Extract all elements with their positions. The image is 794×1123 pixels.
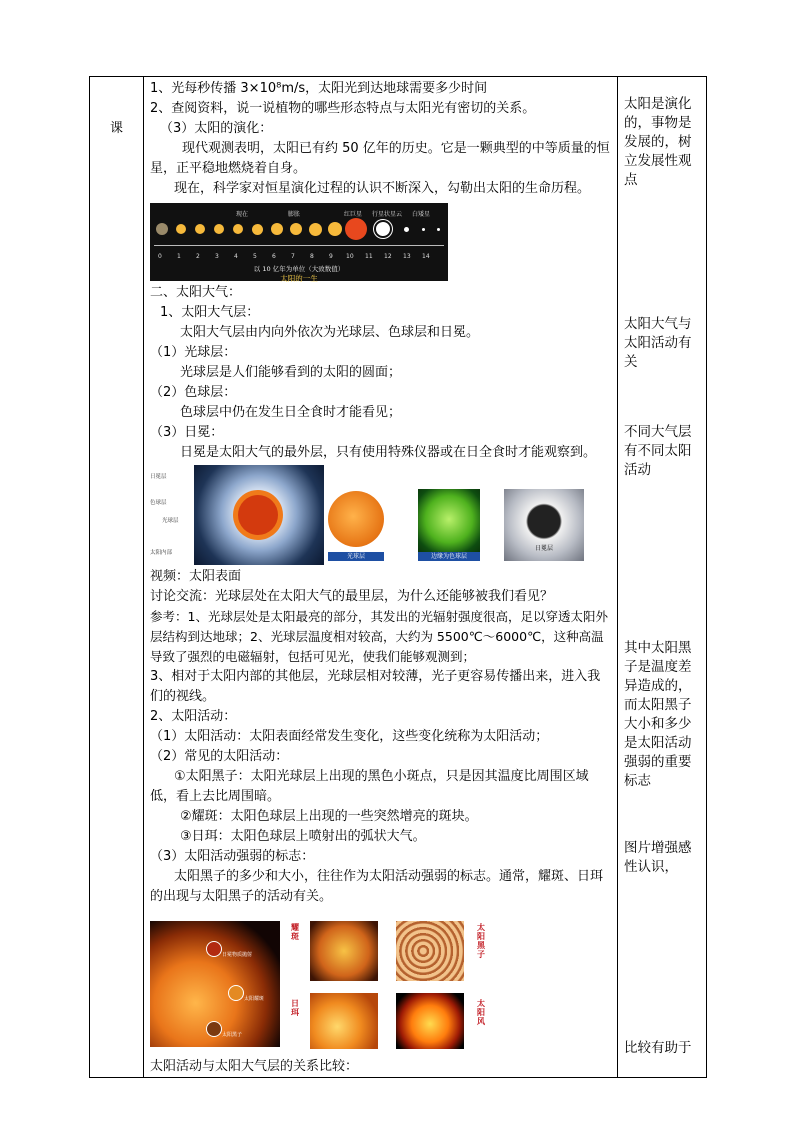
note-images: 图片增强感性认识， bbox=[624, 840, 692, 875]
sun-stage-icon bbox=[252, 224, 263, 235]
corona-caption: 日冕层 bbox=[534, 545, 553, 552]
activity-indicator-heading: （3）太阳活动强弱的标志： bbox=[150, 849, 315, 864]
sunspot-text: ①太阳黑子：太阳光球层上出现的黑色小斑点，只是因其温度比周围区域低，看上去比周围暗。 bbox=[150, 769, 589, 804]
sun-stage-icon bbox=[328, 222, 342, 236]
sun-stage-icon bbox=[195, 224, 205, 234]
solar-wind-vertical-label: 太阳风 bbox=[477, 999, 485, 1026]
sun-stage-icon bbox=[176, 224, 186, 234]
timeline-top-labels bbox=[150, 205, 448, 217]
video-line: 视频：太阳表面 bbox=[150, 569, 242, 584]
tick-label: 10 bbox=[346, 253, 354, 260]
timeline-caption-unit: 以 10 亿年为单位（大致数值） bbox=[253, 265, 345, 273]
sun-disk bbox=[328, 491, 384, 547]
label-corona-layer: 日冕层 bbox=[150, 474, 167, 480]
white-dwarf-icon bbox=[404, 227, 409, 232]
label-chromosphere-layer: 色球层 bbox=[150, 500, 167, 506]
nebula-icon bbox=[376, 222, 390, 236]
sun-stage-icon bbox=[214, 224, 224, 234]
tick-label: 8 bbox=[310, 253, 314, 260]
photosphere-heading: （1）光球层： bbox=[150, 345, 237, 360]
side-label: 课 bbox=[109, 121, 123, 136]
corona-heading: （3）日冕： bbox=[150, 425, 224, 440]
chromosphere-image bbox=[418, 489, 480, 561]
white-dwarf-icon bbox=[422, 228, 425, 231]
notes-cell bbox=[618, 77, 707, 1078]
atmosphere-sub-heading: 1、太阳大气层： bbox=[160, 305, 260, 320]
solar-wind-image bbox=[396, 993, 464, 1049]
sun-disk bbox=[238, 495, 278, 535]
label-photosphere-layer: 光球层 bbox=[162, 518, 179, 524]
atmosphere-heading: 二、太阳大气： bbox=[150, 285, 242, 300]
flare-icon bbox=[228, 985, 244, 1001]
lesson-content bbox=[144, 77, 617, 1077]
cme-label: 日冕物质抛射 bbox=[222, 952, 253, 958]
sun-stage-icon bbox=[271, 223, 283, 235]
cme-icon bbox=[206, 941, 222, 957]
flare-image bbox=[310, 921, 378, 981]
photosphere-text: 光球层是人们能够看到的太阳的圆面； bbox=[180, 365, 402, 380]
photosphere-caption: 光球层 bbox=[328, 552, 384, 561]
activity-indicator-text: 太阳黑子的多少和大小，往往作为太阳活动强弱的标志。通常，耀斑、日珥的出现与太阳黑子的活动有关。 bbox=[150, 869, 604, 904]
prominence-vertical-label: 日珥 bbox=[291, 999, 299, 1017]
note-evolution: 太阳是演化的，事物是发展的，树立发展性观点 bbox=[624, 96, 692, 188]
tick-label: 4 bbox=[234, 253, 238, 260]
tick-label: 2 bbox=[196, 253, 200, 260]
prominence-text: ③日珥：太阳色球层上喷射出的弧状大气。 bbox=[180, 829, 426, 844]
comparison-line: 太阳活动与太阳大气层的关系比较： bbox=[150, 1059, 359, 1074]
flare-label: 太阳耀斑 bbox=[244, 996, 265, 1002]
tick-label: 5 bbox=[253, 253, 257, 260]
sun-stage-icon bbox=[233, 224, 243, 234]
activity-definition: （1）太阳活动：太阳表面经常发生变化，这些变化统称为太阳活动； bbox=[150, 729, 549, 744]
flare-text: ②耀斑：太阳色球层上出现的一些突然增亮的斑块。 bbox=[180, 809, 478, 824]
sun-stage-icon bbox=[290, 223, 302, 235]
timeline-suns bbox=[154, 217, 444, 243]
question-1: 1、光每秒传播 3×10⁸m/s，太阳光到达地球需要多少时间 bbox=[150, 81, 488, 96]
solar-activity-figures bbox=[150, 913, 611, 1053]
evolution-heading: （3）太阳的演化： bbox=[160, 121, 273, 136]
tick-label: 6 bbox=[272, 253, 276, 260]
corona-text: 日冕是太阳大气的最外层，只有使用特殊仪器或在日全食时才能观察到。 bbox=[180, 445, 597, 460]
note-atmosphere: 太阳大气与太阳活动有关 bbox=[624, 316, 692, 370]
note-comparison: 比较有助于 bbox=[624, 1040, 692, 1056]
red-giant-icon bbox=[345, 218, 367, 240]
activity-heading: 2、太阳活动： bbox=[150, 709, 237, 724]
timeline-label-red-giant: 红巨星 bbox=[344, 211, 363, 218]
timeline-caption-title: 太阳的一生 bbox=[280, 274, 318, 283]
prominence-image bbox=[310, 993, 378, 1049]
note-layers: 不同大气层有不同太阳活动 bbox=[624, 424, 692, 478]
tick-label: 1 bbox=[177, 253, 181, 260]
sunspot-label: 太阳黑子 bbox=[222, 1032, 243, 1038]
timeline-label-white-dwarf: 白矮星 bbox=[412, 211, 431, 218]
chromosphere-caption: 边缘为色球层 bbox=[418, 552, 480, 561]
tick-label: 11 bbox=[365, 253, 373, 260]
photosphere-image bbox=[328, 491, 384, 561]
timeline-numbers bbox=[150, 247, 448, 260]
tick-label: 12 bbox=[384, 253, 392, 260]
activity-types-heading: （2）常见的太阳活动： bbox=[150, 749, 289, 764]
label-sun-interior: 太阳内部 bbox=[150, 550, 173, 556]
sun-stage-icon bbox=[156, 223, 168, 235]
note-sunspots: 其中太阳黑子是温度差异造成的，而太阳黑子大小和多少是太阳活动强弱的重要标志 bbox=[624, 640, 692, 789]
teaching-notes bbox=[618, 77, 706, 1077]
timeline-label-expand: 膨胀 bbox=[288, 211, 301, 218]
timeline-label-now: 现在 bbox=[236, 211, 249, 218]
tick-label: 13 bbox=[403, 253, 411, 260]
chromosphere-text: 色球层中仍在发生日全食时才能看见； bbox=[180, 405, 402, 420]
sunspot-icon bbox=[206, 1021, 222, 1037]
flare-vertical-label: 耀斑 bbox=[291, 923, 299, 941]
timeline-axis bbox=[154, 245, 444, 246]
tick-label: 7 bbox=[291, 253, 295, 260]
evolution-text-2: 现在，科学家对恒星演化过程的认识不断深入，勾勒出太阳的生命历程。 bbox=[174, 181, 591, 196]
sun-lifecycle-figure bbox=[150, 203, 448, 281]
sunspot-vertical-label: 太阳黑子 bbox=[477, 923, 485, 959]
question-2: 2、查阅资料，说一说植物的哪些形态特点与太阳光有密切的关系。 bbox=[150, 101, 536, 116]
lesson-table bbox=[89, 76, 707, 1078]
tick-label: 0 bbox=[158, 253, 162, 260]
atmosphere-text: 太阳大气层由内向外依次为光球层、色球层和日冕。 bbox=[180, 325, 480, 340]
sunspot-image bbox=[396, 921, 464, 981]
reference-answer: 参考：1、光球层处是太阳最亮的部分，其发出的光辐射强度很高，足以穿透太阳外层结构到达地球；2、光球层温度相对较高，大约为 5500℃～6000℃，这种高温导致了强烈的电磁辐射，包括可见光，使我们能够观测到； bbox=[150, 609, 608, 664]
tick-label: 14 bbox=[422, 253, 430, 260]
tick-label: 3 bbox=[215, 253, 219, 260]
corona-diagram-image bbox=[194, 465, 324, 565]
timeline-label-nebula: 行星状星云 bbox=[372, 211, 403, 218]
side-label-cell bbox=[90, 77, 144, 1078]
corona-eclipse-image bbox=[504, 489, 584, 561]
content-cell bbox=[144, 77, 618, 1078]
reference-answer-3: 3、相对于太阳内部的其他层，光球层相对较薄，光子更容易传播出来，进入我们的视线。 bbox=[150, 669, 601, 704]
tick-label: 9 bbox=[329, 253, 333, 260]
white-dwarf-icon bbox=[437, 228, 440, 231]
atmosphere-figures bbox=[150, 465, 611, 565]
evolution-text: 现代观测表明，太阳已有约 50 亿年的历史。它是一颗典型的中等质量的恒星，正平稳地燃烧着自身。 bbox=[150, 141, 610, 176]
chromosphere-heading: （2）色球层： bbox=[150, 385, 237, 400]
discussion-question: 讨论交流：光球层处在太阳大气的最里层，为什么还能够被我们看见？ bbox=[150, 589, 554, 604]
sun-stage-icon bbox=[309, 223, 322, 236]
solar-activity-diagram-image bbox=[150, 921, 280, 1047]
